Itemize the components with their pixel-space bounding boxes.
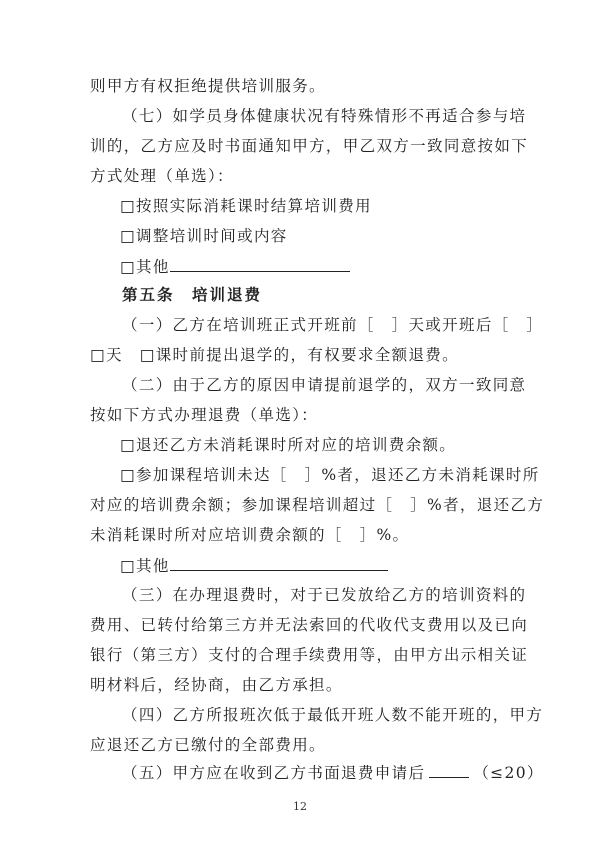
text-line: □天 □课时前提出退学的，有权要求全额退费。 [90, 346, 459, 364]
text-segment: （五）甲方应在收到乙方书面退费申请后 [122, 764, 426, 782]
fill-in-blank [170, 256, 350, 272]
checkbox-option-other [120, 555, 388, 576]
option-label: □其他 [120, 258, 170, 276]
option-label: □其他 [120, 557, 170, 575]
text-line: 方式处理（单选）： [90, 167, 234, 185]
text-line: 费用、已转付给第三方并无法索回的代收代支费用以及已向 [90, 616, 529, 634]
checkbox-option-other [120, 256, 350, 277]
text-line: （七）如学员身体健康状况有特殊情形不再适合参与培 [122, 107, 527, 125]
text-line: （一）乙方在培训班正式开班前［ ］天或开班后［ ］ [122, 316, 544, 334]
text-line: （四）乙方所报班次低于最低开班人数不能开班的，甲方 [122, 706, 544, 724]
page-number: 12 [293, 800, 307, 813]
text-line: 明材料后，经协商，由乙方承担。 [90, 676, 343, 694]
text-line [122, 762, 544, 783]
text-line: 则甲方有权拒绝提供培训服务。 [90, 77, 326, 95]
fill-in-blank [170, 555, 388, 571]
text-line: （三）在办理退费时，对于已发放给乙方的培训资料的 [122, 586, 527, 604]
fill-in-blank [429, 762, 469, 778]
text-line: 训的，乙方应及时书面通知甲方，甲乙双方一致同意按如下 [90, 137, 529, 155]
checkbox-option: □按照实际消耗课时结算培训费用 [120, 197, 372, 215]
text-line: 对应的培训费余额；参加课程培训超过［ ］%者，退还乙方 [90, 496, 545, 514]
checkbox-option: □调整培训时间或内容 [120, 227, 288, 245]
text-line: 按如下方式办理退费（单选）： [90, 406, 319, 424]
checkbox-option: □参加课程培训未达［ ］%者，退还乙方未消耗课时所 [120, 466, 540, 484]
article-heading: 第五条 培训退费 [122, 286, 263, 304]
text-line: 应退还乙方已缴付的全部费用。 [90, 736, 326, 754]
text-line: 未消耗课时所对应培训费余额的［ ］%。 [90, 526, 410, 544]
text-segment: （≤20） [473, 764, 544, 782]
checkbox-option: □退还乙方未消耗课时所对应的培训费余额。 [120, 436, 457, 454]
text-line: （二）由于乙方的原因申请提前退学的，双方一致同意 [122, 376, 527, 394]
text-line: 银行（第三方）支付的合理手续费用等，由甲方出示相关证 [90, 646, 529, 664]
